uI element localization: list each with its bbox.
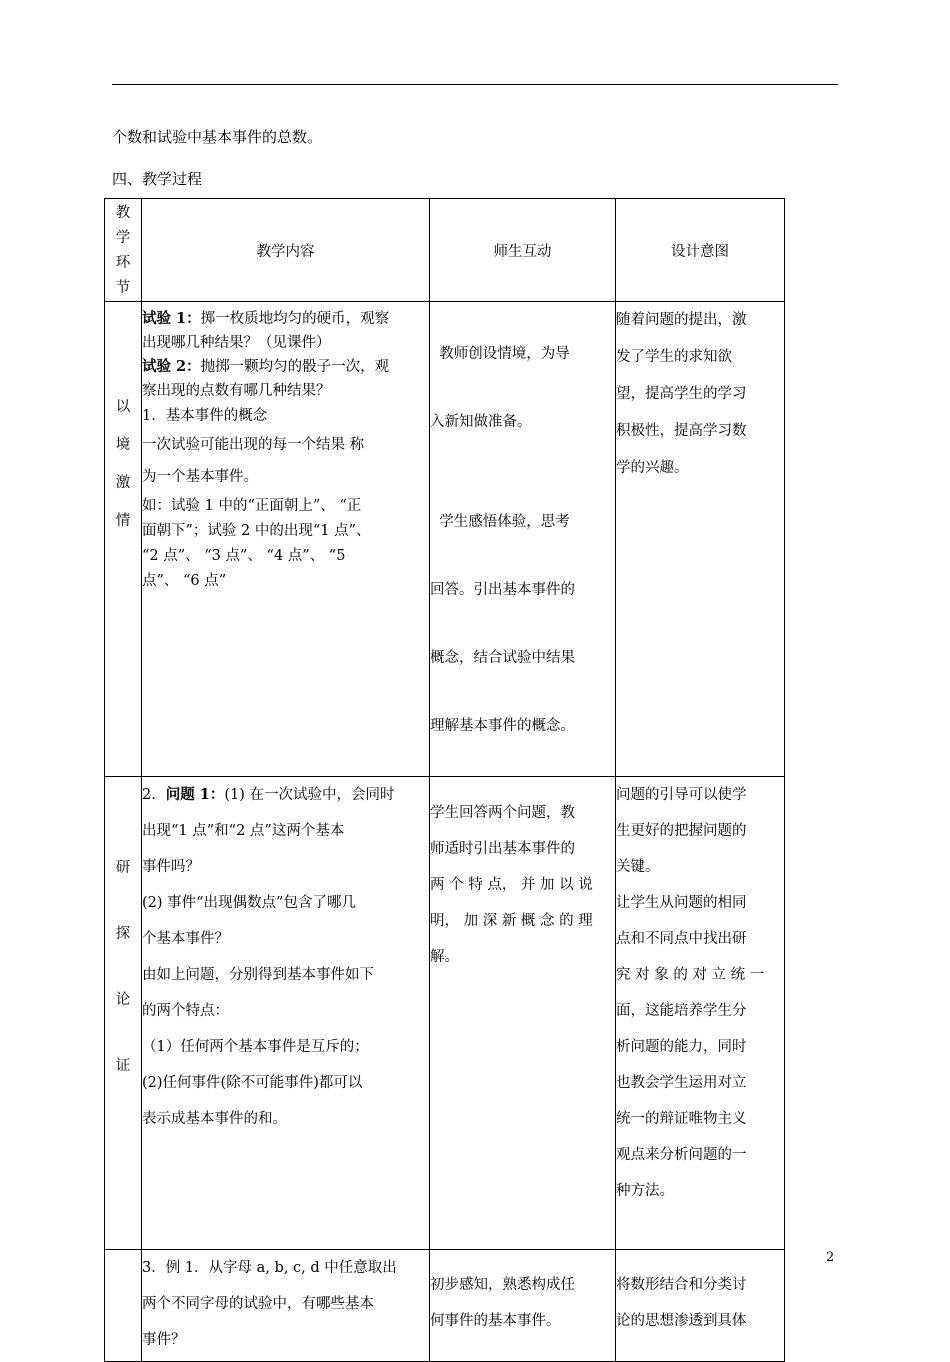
teaching-process-table — [104, 198, 785, 1362]
stage-cell — [105, 1250, 142, 1362]
interaction-cell: 学生回答两个问题，教 师适时引出基本事件的 两 个 特 点， 并 加 以 说 明， 加 深 新 概 念 的 理 解。 — [430, 777, 616, 1250]
content-cell: 试验 1：掷一枚质地均匀的硬币，观察 出现哪几种结果？（见课件） 试验 2：抛掷一颗均匀的骰子一次，观 察出现的点数有哪几种结果？ 1．基本事件的概念 一次试验可能出现的每一个结果 称 为一个基本事件。 如：试验 1 中的“正面朝上”、 “正 面朝下”；试验 2 中的出现“1 点”、 “2 点”、 “3 点”、 “4 点”、 “5 点”、 “6 点” — [142, 302, 430, 777]
content-cell: 2．问题 1：(1) 在一次试验中，会同时 出现“1 点”和“2 点”这两个基本 事件吗？ (2) 事件“出现偶数点”包含了哪几 个基本事件？ 由如上问题，分别得到基本事件如下 的两个特点： （1）任何两个基本事件是互斥的； (2)任何事件(除不可能事件)都可以 表示成基本事件的和。 — [142, 777, 430, 1250]
interaction-cell: 初步感知，熟悉构成任 何事件的基本事件。 — [430, 1250, 616, 1362]
section-title: 四、教学过程 — [112, 170, 203, 188]
header-interaction: 师生互动 — [430, 199, 616, 302]
header-content: 教学内容 — [142, 199, 430, 302]
intent-cell: 将数形结合和分类讨 论的思想渗透到具体 — [616, 1250, 785, 1362]
table-row — [105, 302, 785, 777]
page-number: 2 — [826, 1250, 835, 1265]
intent-cell: 随着问题的提出，激 发了学生的求知欲 望，提高学生的学习 积极性，提高学习数 学的兴趣。 — [616, 302, 785, 777]
content-cell: 3．例 1．从字母 a, b, c, d 中任意取出 两个不同字母的试验中，有哪些基本 事件？ — [142, 1250, 430, 1362]
intent-cell: 问题的引导可以使学 生更好的把握问题的 关键。 让学生从问题的相同 点和不同点中找出研 究 对 象 的 对 立 统 一 面，这能培养学生分 析问题的能力，同时 也教会学生运用对立 统一的辩证唯物主义 观点来分析问题的一 种方法。 — [616, 777, 785, 1250]
intro-line: 个数和试验中基本事件的总数。 — [112, 128, 323, 146]
table-row — [105, 1250, 785, 1362]
header-stage: 教 学 环 节 — [105, 199, 142, 302]
table-row — [105, 777, 785, 1250]
stage-cell: 以 境 激 情 — [105, 302, 142, 777]
stage-cell: 研 探 论 证 — [105, 777, 142, 1250]
header-intent: 设计意图 — [616, 199, 785, 302]
header-rule — [112, 84, 838, 85]
table-header-row — [105, 199, 785, 302]
interaction-cell: 教师创设情境，为导 入新知做准备。 学生感悟体验，思考 回答。引出基本事件的 概念，结合试验中结果 理解基本事件的概念。 — [430, 302, 616, 777]
